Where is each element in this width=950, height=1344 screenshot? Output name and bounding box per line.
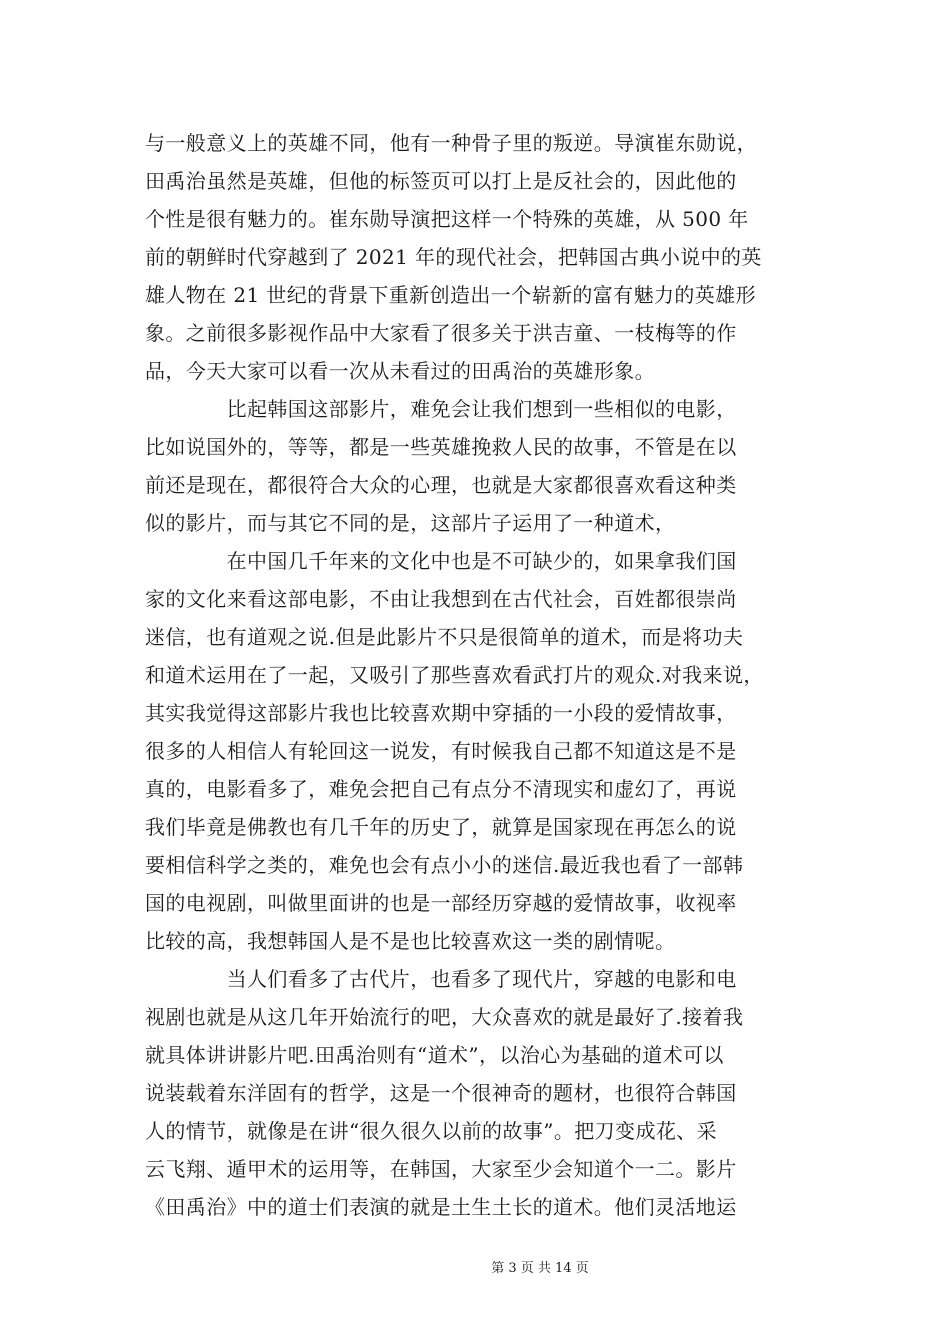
text-line: 其实我觉得这部影片我也比较喜欢期中穿插的一小段的爱情故事， [145, 701, 737, 725]
text-line: 人的情节，就像是在讲“很久很久以前的故事”。把刀变成花、采 [145, 1119, 718, 1143]
text-line: 前还是现在，都很符合大众的心理，也就是大家都很喜欢看这种类 [145, 473, 737, 497]
text-line: 前的朝鲜时代穿越到了 2021 年的现代社会，把韩国古典小说中的英 [145, 245, 762, 269]
text-line: 个性是很有魅力的。崔东勋导演把这样一个特殊的英雄，从 500 年 [145, 207, 749, 231]
text-line: 要相信科学之类的，难免也会有点小小的迷信.最近我也看了一部韩 [145, 853, 744, 877]
text-line: 比如说国外的，等等，都是一些英雄挽救人民的故事，不管是在以 [145, 435, 737, 459]
text-line: 象。之前很多影视作品中大家看了很多关于洪吉童、一枝梅等的作 [145, 321, 737, 345]
text-line: 就具体讲讲影片吧.田禹治则有“道术”，以治心为基础的道术可以 [145, 1043, 724, 1067]
text-line: 比较的高，我想韩国人是不是也比较喜欢这一类的剧情呢。 [145, 929, 676, 953]
text-line: 在中国几千年来的文化中也是不可缺少的，如果拿我们国 [145, 549, 737, 573]
text-line: 很多的人相信人有轮回这一说发，有时候我自己都不知道这是不是 [145, 739, 737, 763]
text-line: 我们毕竟是佛教也有几千年的历史了，就算是国家现在再怎么的说 [145, 815, 737, 839]
text-line: 说装载着东洋固有的哲学，这是一个很神奇的题材，也很符合韩国 [145, 1081, 737, 1105]
text-line: 和道术运用在了一起，又吸引了那些喜欢看武打片的观众.对我来说， [145, 663, 764, 687]
text-line: 雄人物在 21 世纪的背景下重新创造出一个崭新的富有魅力的英雄形 [145, 283, 756, 307]
text-line: 家的文化来看这部电影，不由让我想到在古代社会，百姓都很崇尚 [145, 587, 737, 611]
text-line: 比起韩国这部影片，难免会让我们想到一些相似的电影， [145, 397, 737, 421]
text-line: 迷信，也有道观之说.但是此影片不只是很简单的道术，而是将功夫 [145, 625, 744, 649]
text-line: 当人们看多了古代片，也看多了现代片，穿越的电影和电 [145, 967, 737, 991]
text-line: 田禹治虽然是英雄，但他的标签页可以打上是反社会的，因此他的 [145, 169, 737, 193]
text-line: 国的电视剧，叫做里面讲的也是一部经历穿越的爱情故事，收视率 [145, 891, 737, 915]
text-line: 《田禹治》中的道士们表演的就是土生土长的道术。他们灵活地运 [145, 1195, 737, 1219]
text-line: 真的，电影看多了，难免会把自己有点分不清现实和虚幻了，再说 [145, 777, 737, 801]
text-line: 视剧也就是从这几年开始流行的吧，大众喜欢的就是最好了.接着我 [145, 1005, 744, 1029]
page-number: 第 3 页 共 14 页 [491, 1261, 589, 1276]
text-line: 云飞翔、遁甲术的运用等，在韩国，大家至少会知道个一二。影片 [145, 1157, 737, 1181]
text-line: 与一般意义上的英雄不同，他有一种骨子里的叛逆。导演崔东勋说， [145, 131, 757, 155]
text-line: 品，今天大家可以看一次从未看过的田禹治的英雄形象。 [145, 359, 655, 383]
text-line: 似的影片，而与其它不同的是，这部片子运用了一种道术， [145, 511, 676, 535]
